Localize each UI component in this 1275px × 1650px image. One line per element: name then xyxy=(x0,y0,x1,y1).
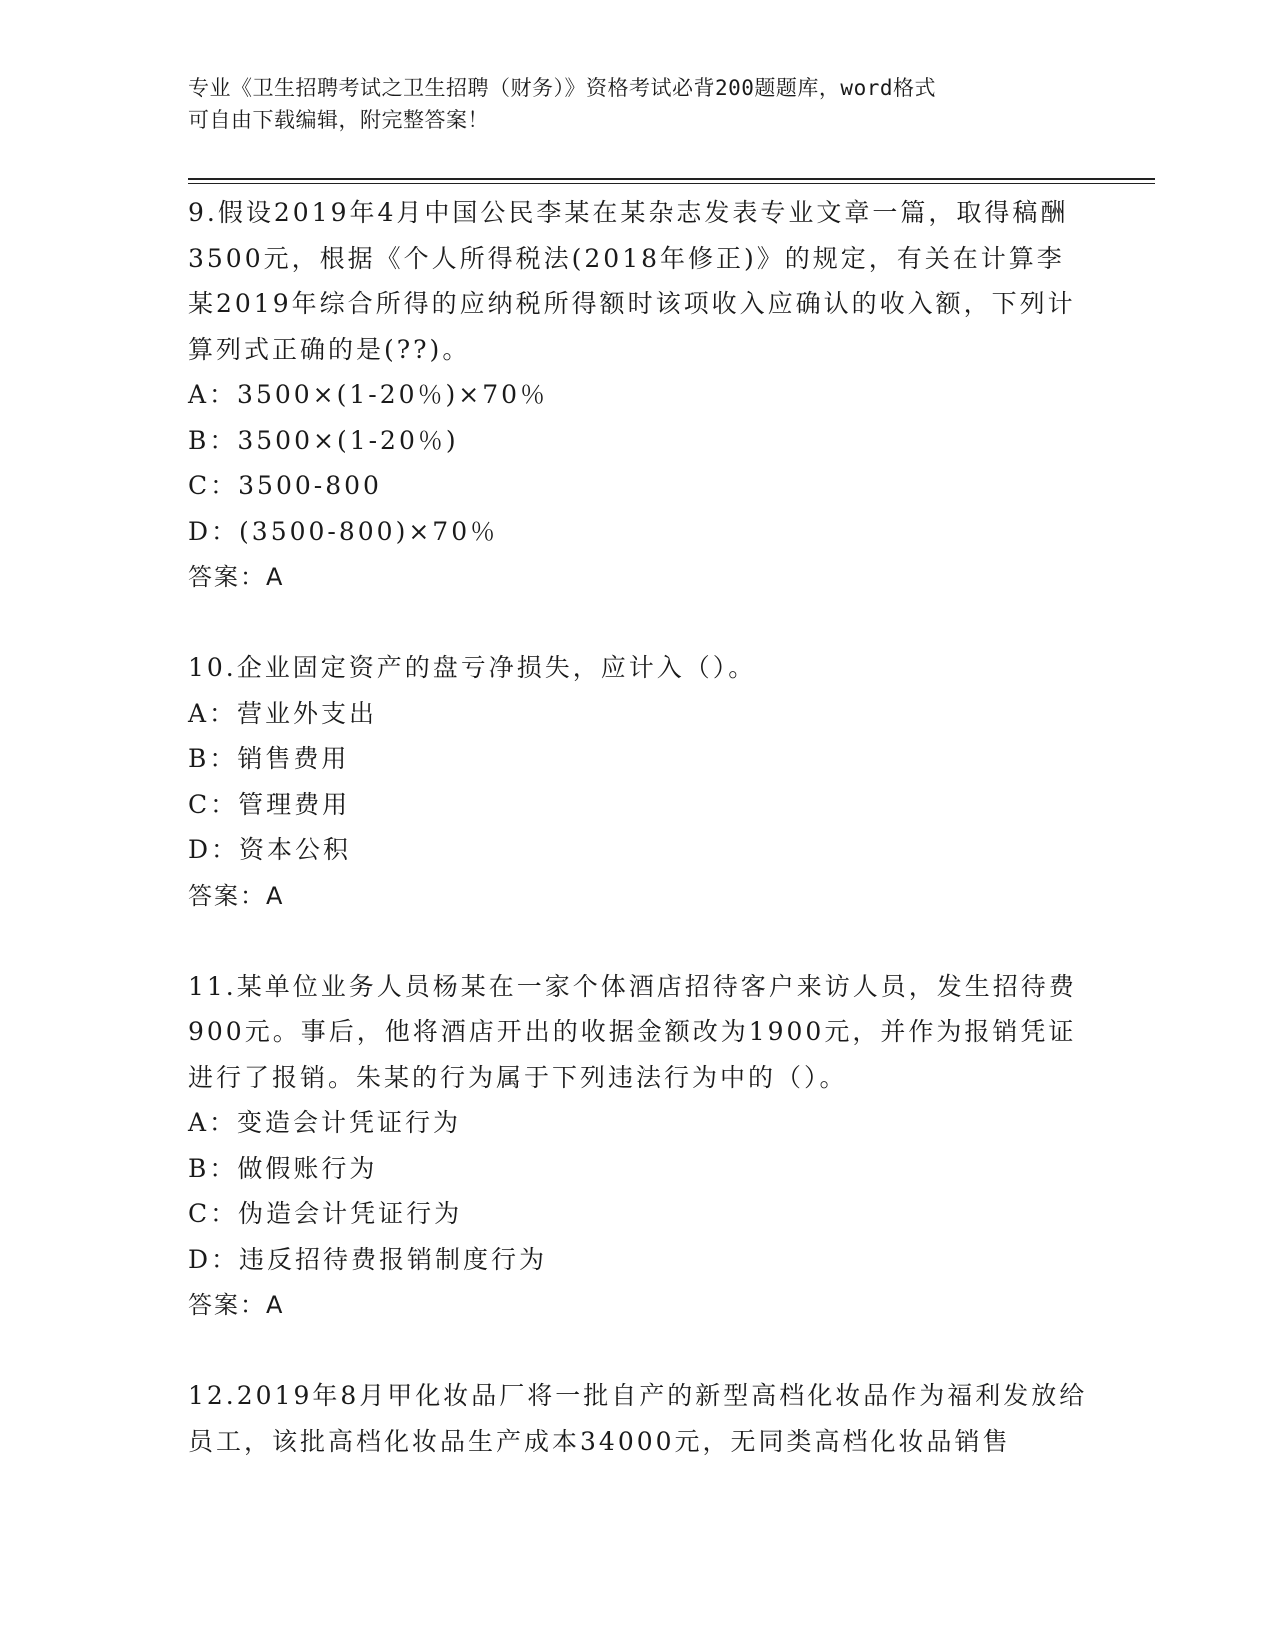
option-b: B：3500×(1-20％) xyxy=(188,425,459,455)
question-list xyxy=(188,190,1088,1464)
question-text: 11.某单位业务人员杨某在一家个体酒店招待客户来访人员，发生招待费900元。事后，他将酒店开出的收据金额改为1900元，并作为报销凭证进行了报销。朱某的行为属于下列违法行为中的（）。 xyxy=(188,971,1077,1092)
option-c: C：伪造会计凭证行为 xyxy=(188,1199,463,1228)
question-10 xyxy=(188,645,1088,919)
option-d: D：资本公积 xyxy=(188,835,352,864)
option-b: B：做假账行为 xyxy=(188,1153,378,1183)
option-d: D：(3500-800)×70％ xyxy=(188,516,499,546)
option-a: A：变造会计凭证行为 xyxy=(188,1108,462,1137)
header-divider-thick xyxy=(188,178,1155,180)
option-c: C：3500-800 xyxy=(188,471,382,500)
answer: 答案：A xyxy=(188,1291,285,1319)
header-line-1: 专业《卫生招聘考试之卫生招聘（财务）》资格考试必背200题题库，word格式 xyxy=(188,76,936,100)
document-header xyxy=(188,72,1068,136)
option-b: B：销售费用 xyxy=(188,744,350,773)
question-text: 10.企业固定资产的盘亏净损失，应计入（）。 xyxy=(188,653,757,682)
answer: 答案：A xyxy=(188,563,285,591)
question-text: 12.2019年8月甲化妆品厂将一批自产的新型高档化妆品作为福利发放给员工，该批高档化妆品生产成本34000元，无同类高档化妆品销售 xyxy=(188,1381,1088,1456)
option-c: C：管理费用 xyxy=(188,789,351,819)
header-line-2: 可自由下载编辑，附完整答案！ xyxy=(188,108,489,132)
answer: 答案：A xyxy=(188,881,285,910)
question-11 xyxy=(188,964,1088,1329)
question-9 xyxy=(188,190,1088,600)
option-a: A：3500×(1-20％)×70％ xyxy=(188,380,549,409)
question-12 xyxy=(188,1373,1088,1464)
option-d: D：违反招待费报销制度行为 xyxy=(188,1244,548,1274)
header-divider-thin xyxy=(188,183,1155,184)
option-a: A：营业外支出 xyxy=(188,698,378,728)
question-text: 9.假设2019年4月中国公民李某在某杂志发表专业文章一篇，取得稿酬3500元，根据《个人所得税法(2018年修正)》的规定，有关在计算李某2019年综合所得的应纳税所得额时该项收入应确认的收入额，下列计算列式正确的是(??)。 xyxy=(188,198,1076,364)
